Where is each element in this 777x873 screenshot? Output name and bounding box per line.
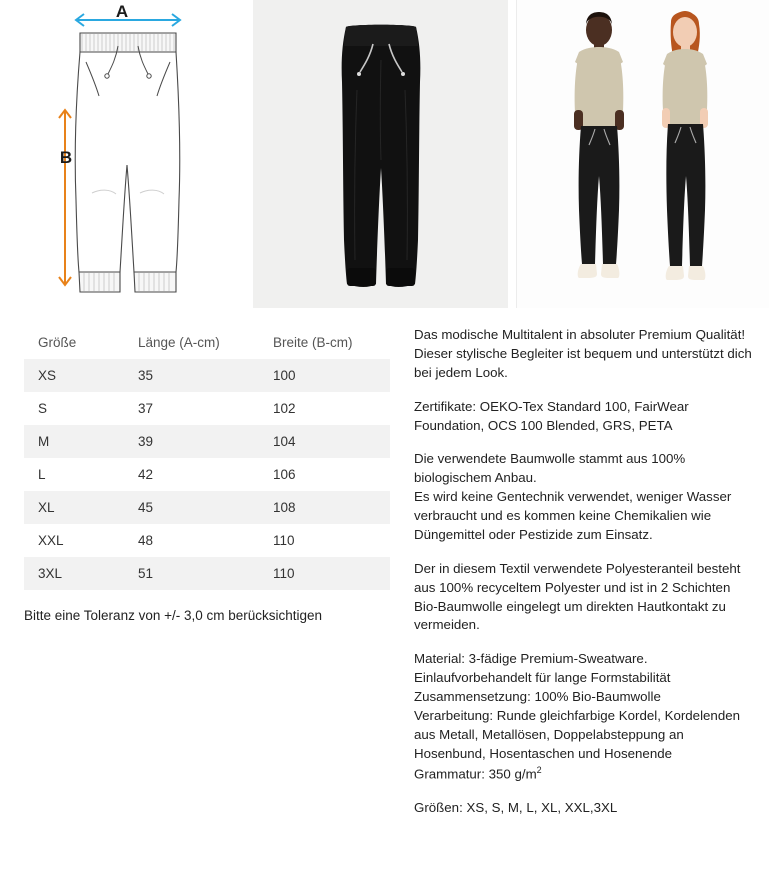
grammage-line: Grammatur: 350 g/m xyxy=(414,765,537,781)
cell-length: 48 xyxy=(138,533,154,548)
product-photo-image xyxy=(253,0,508,308)
model-photo-image xyxy=(516,0,769,308)
description-paragraph-polyester: Der in diesem Textil verwendete Polyesteranteil besteht aus 100% recyceltem Polyester und ist in 2 Schichten Bio-Baumwolle eingelegt um direkten Hautkontakt zu vermeiden. xyxy=(414,560,741,633)
description-paragraph-material xyxy=(414,650,753,784)
cell-size: XS xyxy=(24,359,124,392)
cell-length: 51 xyxy=(124,557,259,590)
measure-a-label: A xyxy=(115,2,129,21)
composition-line: Zusammensetzung: 100% Bio-Baumwolle xyxy=(414,689,661,704)
cell-length: 37 xyxy=(138,401,154,416)
product-image-strip xyxy=(0,0,777,308)
grammage-exponent: 2 xyxy=(536,764,542,775)
cell-size: 3XL xyxy=(24,557,124,590)
technical-drawing-image xyxy=(0,0,245,308)
cell-length: 45 xyxy=(124,491,259,524)
measure-b-label: B xyxy=(59,148,73,167)
description-paragraph-intro: Das modische Multitalent in absoluter Premium Qualität! Dieser stylische Begleiter ist bequem und unterstützt dich bei jedem Look. xyxy=(414,327,752,380)
column-header-length: Länge (A-cm) xyxy=(124,326,259,359)
cell-width: 106 xyxy=(273,467,296,482)
cell-width: 104 xyxy=(259,425,390,458)
description-paragraph-no-gmo: Es wird keine Gentechnik verwendet, weniger Wasser verbraucht und es kommen keine Chemikalien wie Düngemittel oder Pestizide zum Einsatz. xyxy=(414,489,732,542)
cell-size: XXL xyxy=(38,533,64,548)
product-photo-svg xyxy=(253,0,508,308)
product-info-section xyxy=(0,308,777,833)
table-row xyxy=(24,524,390,557)
size-table xyxy=(24,326,390,590)
processing-line: Verarbeitung: Runde gleichfarbige Kordel, Kordelenden aus Metall, Metallösen, Doppelabsteppung an Hosenbund, Hosentaschen und Hosenende xyxy=(414,707,741,761)
description-column xyxy=(398,326,777,833)
model-photo-svg xyxy=(517,0,769,308)
description-paragraph-cotton xyxy=(414,450,753,488)
technical-drawing-svg xyxy=(0,0,245,308)
cell-width: 110 xyxy=(259,557,390,590)
cell-width: 110 xyxy=(273,533,295,548)
column-header-size: Größe xyxy=(24,326,124,359)
cell-size: L xyxy=(38,467,46,482)
column-header-width: Breite (B-cm) xyxy=(259,326,390,359)
material-line: Material: 3-fädige Premium-Sweatware. Einlaufvorbehandelt für lange Formstabilität xyxy=(414,651,671,686)
table-row xyxy=(24,557,390,590)
table-row xyxy=(24,392,390,425)
size-table-header-row xyxy=(24,326,390,359)
cell-size: XL xyxy=(24,491,124,524)
description-paragraph-sizes: Größen: XS, S, M, L, XL, XXL,3XL xyxy=(414,799,618,815)
cell-size: S xyxy=(38,401,48,416)
cell-size: M xyxy=(24,425,124,458)
table-row xyxy=(24,425,390,458)
cell-width: 102 xyxy=(273,401,296,416)
size-table-head xyxy=(24,326,390,359)
cell-length: 42 xyxy=(138,467,154,482)
cell-length: 35 xyxy=(124,359,259,392)
size-table-column xyxy=(0,326,398,833)
description-paragraph-certificates: Zertifikate: OEKO-Tex Standard 100, FairWear Foundation, OCS 100 Blended, GRS, PETA xyxy=(414,398,689,433)
description-cotton-line: Die verwendete Baumwolle stammt aus 100% biologischem Anbau. xyxy=(414,451,686,486)
cell-width: 100 xyxy=(259,359,390,392)
table-row xyxy=(24,359,390,392)
size-table-body xyxy=(24,359,390,590)
cell-length: 39 xyxy=(124,425,259,458)
tolerance-note: Bitte eine Toleranz von +/- 3,0 cm berücksichtigen xyxy=(24,608,323,623)
cell-width: 108 xyxy=(259,491,390,524)
table-row xyxy=(24,458,390,491)
table-row xyxy=(24,491,390,524)
